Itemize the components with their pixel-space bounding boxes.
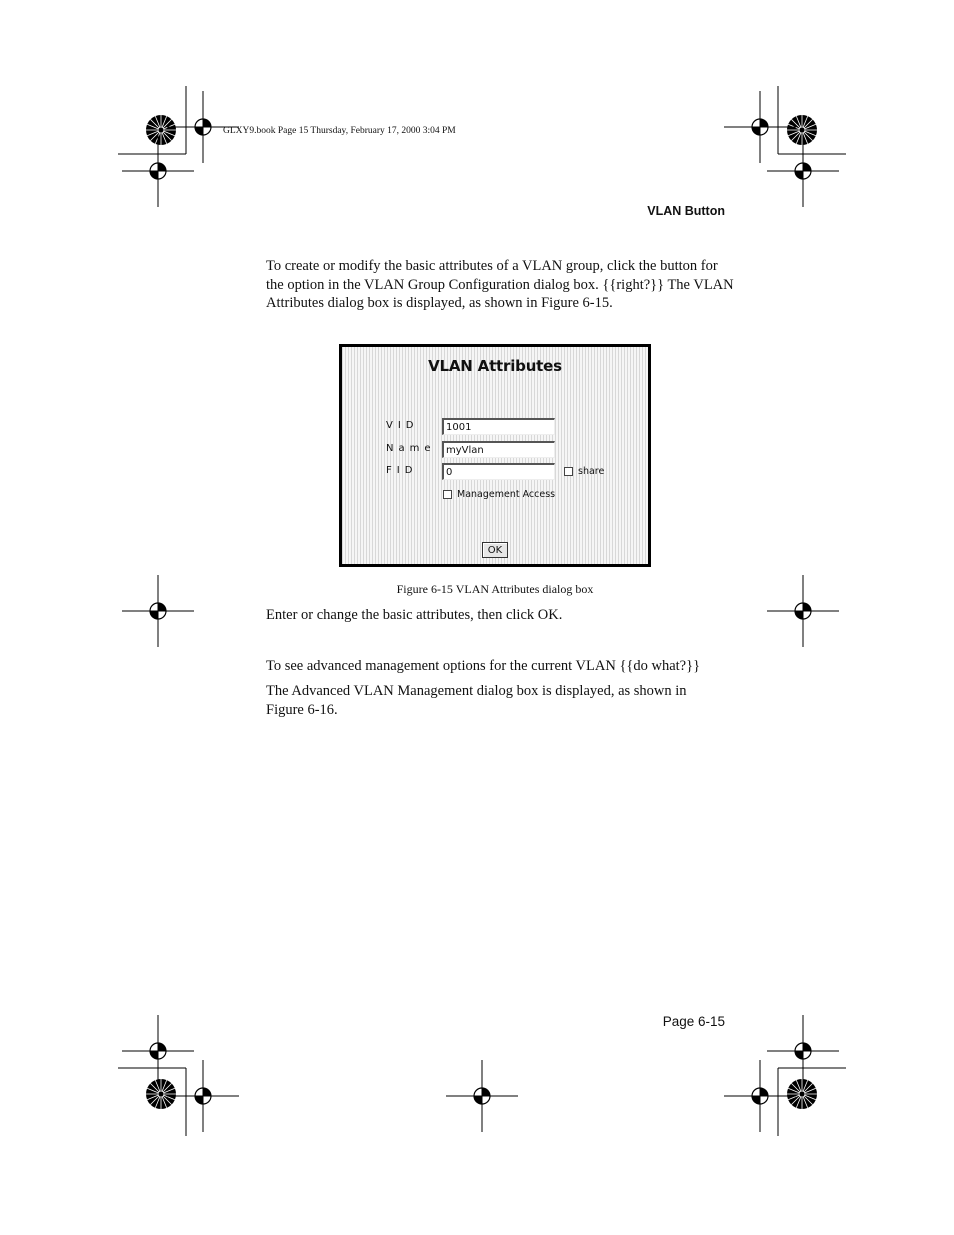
management-access-label: Management Access: [457, 489, 556, 500]
fid-input[interactable]: 0: [442, 463, 555, 480]
ok-button[interactable]: OK: [482, 542, 508, 558]
paragraph-advanced-dialog: The Advanced VLAN Management dialog box is displayed, as shown in Figure 6-16.: [266, 683, 687, 718]
vid-label: VID: [386, 420, 419, 431]
vid-input[interactable]: 1001: [442, 418, 555, 435]
book-slug: GLXY9.book Page 15 Thursday, February 17, 2000 3:04 PM: [223, 126, 456, 136]
running-head: VLAN Button: [647, 204, 725, 218]
dialog-title: VLAN Attributes: [428, 357, 562, 375]
paragraph-enter-attributes: Enter or change the basic attributes, then click OK.: [266, 607, 563, 623]
fid-label: FID: [386, 465, 418, 476]
management-access-checkbox[interactable]: [443, 490, 452, 499]
figure-caption: Figure 6-15 VLAN Attributes dialog box: [396, 582, 594, 596]
vlan-attributes-dialog: [339, 344, 651, 567]
paragraph-advanced-options: To see advanced management options for the current VLAN {{do what?}}: [266, 658, 701, 674]
share-label: share: [578, 466, 605, 477]
name-input[interactable]: myVlan: [442, 441, 555, 458]
share-checkbox[interactable]: [564, 467, 573, 476]
page-number: Page 6-15: [662, 1014, 725, 1029]
name-label: Name: [386, 443, 436, 454]
paragraph-intro: To create or modify the basic attributes of a VLAN group, click the button for the option in the VLAN Group Configuration dialog box. {{right?}} The VLAN Attributes dialog box is displayed, as shown in Figure 6-15.: [266, 258, 734, 311]
